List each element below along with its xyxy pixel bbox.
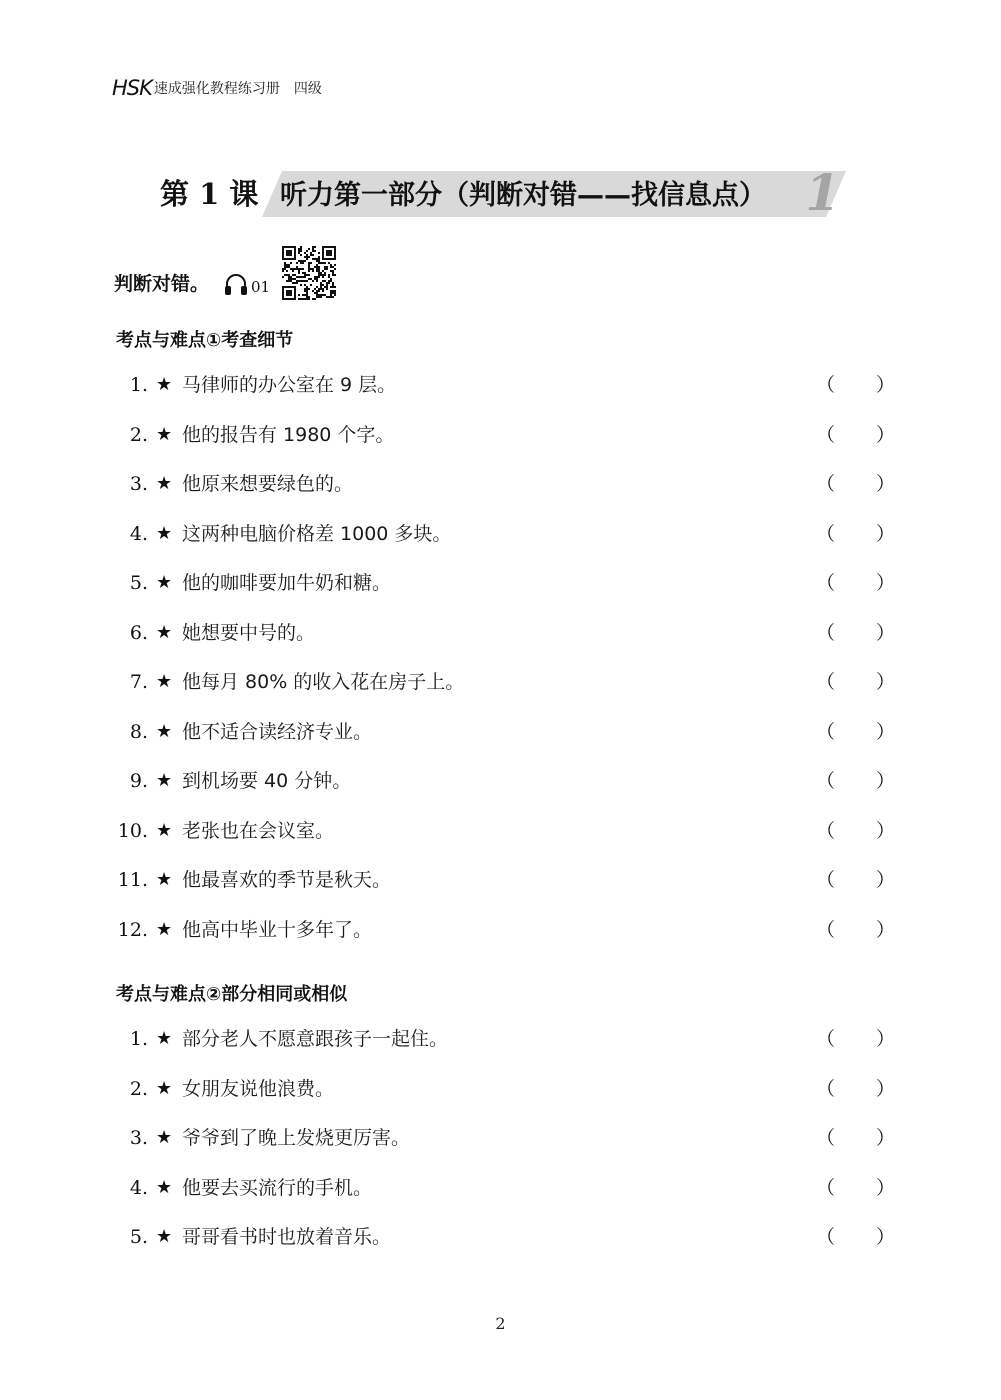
- question-text: 他要去买流行的手机。: [182, 1176, 373, 1199]
- answer-bracket-close[interactable]: ）: [876, 473, 896, 495]
- answer-bracket-close[interactable]: ）: [876, 374, 896, 396]
- answer-bracket-open[interactable]: （: [816, 770, 836, 792]
- question-row: [0, 1123, 1001, 1153]
- answer-bracket-open[interactable]: （: [816, 1226, 836, 1248]
- answer-bracket-open[interactable]: （: [816, 572, 836, 594]
- page-number: 2: [495, 1314, 506, 1333]
- question-row: [0, 370, 1001, 400]
- book-title: 速成强化教程练习册: [153, 81, 280, 97]
- answer-bracket-open[interactable]: （: [816, 720, 836, 743]
- headphones-icon[interactable]: [223, 272, 249, 296]
- answer-bracket-close[interactable]: ）: [876, 671, 896, 693]
- answer-bracket-close[interactable]: ）: [876, 1226, 896, 1248]
- answer-bracket-open[interactable]: （: [816, 473, 836, 495]
- question-row: [0, 618, 1001, 648]
- question-number: 7.: [129, 671, 148, 693]
- answer-bracket-close[interactable]: ）: [876, 819, 896, 842]
- question-text: 到机场要 40 分钟。: [182, 770, 352, 792]
- question-number: 3.: [129, 1127, 148, 1149]
- question-number: 8.: [129, 720, 148, 743]
- section-title: 考点与难点①考查细节: [116, 330, 294, 351]
- answer-bracket-close[interactable]: ）: [876, 1176, 896, 1199]
- lesson-number: 1: [805, 163, 840, 222]
- question-number: 5.: [129, 1226, 148, 1248]
- answer-bracket-open[interactable]: （: [816, 1028, 836, 1050]
- question-row: [0, 519, 1001, 549]
- answer-bracket-open[interactable]: （: [816, 423, 836, 446]
- question-text: 他的报告有 1980 个字。: [182, 423, 395, 446]
- question-number: 4.: [129, 1176, 148, 1199]
- question-row: [0, 915, 1001, 945]
- question-row: [0, 1024, 1001, 1054]
- star-icon: ★: [156, 374, 173, 395]
- question-number: 12.: [117, 918, 148, 941]
- question-text: 他高中毕业十多年了。: [182, 918, 373, 941]
- question-text: 部分老人不愿意跟孩子一起住。: [182, 1028, 449, 1050]
- question-text: 哥哥看书时也放着音乐。: [182, 1226, 392, 1248]
- star-icon: ★: [156, 819, 173, 841]
- question-text: 爷爷到了晚上发烧更厉害。: [182, 1127, 411, 1149]
- instruction-text: 判断对错。: [114, 273, 210, 295]
- qr-code-icon[interactable]: [282, 246, 336, 300]
- star-icon: ★: [156, 1028, 173, 1049]
- question-text: 她想要中号的。: [182, 621, 316, 644]
- hsk-logo: HSK: [112, 76, 152, 100]
- question-row: [0, 1222, 1001, 1252]
- question-text: 这两种电脑价格差 1000 多块。: [182, 522, 452, 545]
- star-icon: ★: [156, 522, 173, 544]
- question-number: 6.: [129, 621, 148, 644]
- answer-bracket-open[interactable]: （: [816, 869, 836, 891]
- question-text: 他每月 80% 的收入花在房子上。: [182, 671, 465, 693]
- answer-bracket-close[interactable]: ）: [876, 423, 896, 446]
- question-row: [0, 865, 1001, 895]
- question-number: 5.: [129, 572, 148, 594]
- question-number: 3.: [129, 473, 148, 495]
- question-row: [0, 667, 1001, 697]
- audio-track[interactable]: [223, 272, 270, 300]
- question-number: 1.: [129, 374, 148, 396]
- answer-bracket-close[interactable]: ）: [876, 720, 896, 743]
- question-number: 1.: [129, 1028, 148, 1050]
- question-row: [0, 1074, 1001, 1104]
- lesson-title: 听力第一部分（判断对错——找信息点）: [280, 180, 766, 211]
- star-icon: ★: [156, 869, 173, 890]
- star-icon: ★: [156, 770, 173, 791]
- answer-bracket-close[interactable]: ）: [876, 1077, 896, 1100]
- question-text: 他最喜欢的季节是秋天。: [182, 869, 392, 891]
- question-row: [0, 568, 1001, 598]
- answer-bracket-close[interactable]: ）: [876, 1127, 896, 1149]
- answer-bracket-close[interactable]: ）: [876, 522, 896, 545]
- star-icon: ★: [156, 1127, 173, 1148]
- answer-bracket-open[interactable]: （: [816, 1127, 836, 1149]
- question-text: 他原来想要绿色的。: [182, 473, 354, 495]
- answer-bracket-open[interactable]: （: [816, 1176, 836, 1199]
- question-row: [0, 420, 1001, 450]
- answer-bracket-open[interactable]: （: [816, 918, 836, 941]
- answer-bracket-close[interactable]: ）: [876, 1028, 896, 1050]
- audio-track-number: 01: [251, 278, 271, 296]
- question-row: [0, 469, 1001, 499]
- answer-bracket-open[interactable]: （: [816, 671, 836, 693]
- question-text: 老张也在会议室。: [182, 819, 335, 842]
- star-icon: ★: [156, 1077, 173, 1099]
- lesson-banner: [262, 163, 846, 222]
- instruction-row: [114, 244, 336, 300]
- lesson-label: 第 1 课: [160, 177, 259, 211]
- question-number: 10.: [117, 819, 148, 842]
- answer-bracket-open[interactable]: （: [816, 621, 836, 644]
- question-row: [0, 816, 1001, 846]
- answer-bracket-close[interactable]: ）: [876, 572, 896, 594]
- question-number: 9.: [129, 770, 148, 792]
- answer-bracket-close[interactable]: ）: [876, 869, 896, 891]
- answer-bracket-open[interactable]: （: [816, 1077, 836, 1100]
- question-text: 女朋友说他浪费。: [182, 1077, 335, 1100]
- question-number: 11.: [117, 869, 148, 891]
- answer-bracket-open[interactable]: （: [816, 374, 836, 396]
- question-text: 马律师的办公室在 9 层。: [182, 374, 397, 396]
- answer-bracket-close[interactable]: ）: [876, 918, 896, 941]
- star-icon: ★: [156, 423, 173, 445]
- question-row: [0, 766, 1001, 796]
- question-text: 他不适合读经济专业。: [182, 720, 373, 743]
- question-row: [0, 717, 1001, 747]
- section-title: 考点与难点②部分相同或相似: [116, 984, 348, 1005]
- answer-bracket-close[interactable]: ）: [876, 770, 896, 792]
- star-icon: ★: [156, 1176, 173, 1198]
- question-text: 他的咖啡要加牛奶和糖。: [182, 572, 392, 594]
- running-header: [112, 76, 322, 100]
- star-icon: ★: [156, 473, 173, 494]
- star-icon: ★: [156, 1226, 173, 1247]
- question-number: 2.: [129, 1077, 148, 1100]
- answer-bracket-close[interactable]: ）: [876, 621, 896, 644]
- star-icon: ★: [156, 572, 173, 593]
- star-icon: ★: [156, 671, 173, 692]
- question-number: 2.: [129, 423, 148, 446]
- star-icon: ★: [156, 621, 173, 643]
- question-row: [0, 1173, 1001, 1203]
- star-icon: ★: [156, 918, 173, 940]
- star-icon: ★: [156, 720, 173, 742]
- answer-bracket-open[interactable]: （: [816, 522, 836, 545]
- book-level: 四级: [293, 81, 322, 97]
- question-number: 4.: [129, 522, 148, 545]
- answer-bracket-open[interactable]: （: [816, 819, 836, 842]
